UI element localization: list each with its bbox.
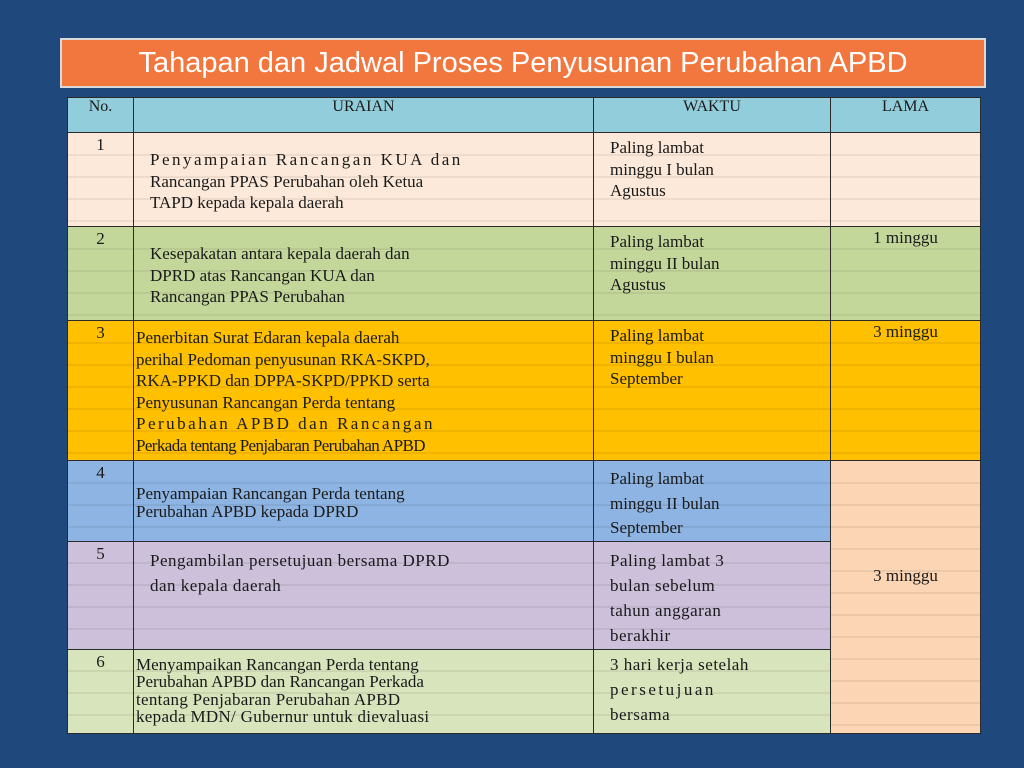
row-lama: 3 minggu bbox=[831, 321, 981, 461]
row-number: 1 bbox=[68, 133, 134, 227]
table-row bbox=[68, 321, 981, 461]
row-lama-merged: 3 minggu bbox=[831, 461, 981, 734]
slide-title: Tahapan dan Jadwal Proses Penyusunan Perubahan APBD bbox=[138, 46, 908, 79]
row-waktu: 3 hari kerja setelah persetujuan bersama bbox=[594, 649, 831, 733]
row-waktu: Paling lambat minggu I bulan Agustus bbox=[594, 133, 831, 227]
row-uraian: Pengambilan persetujuan bersama DPRD dan kepala daerah bbox=[134, 541, 594, 649]
row-uraian: Penyampaian Rancangan KUA dan Rancangan PPAS Perubahan oleh Ketua TAPD kepada kepala daerah bbox=[134, 133, 594, 227]
row-number: 4 bbox=[68, 461, 134, 542]
row-waktu: Paling lambat minggu II bulan Agustus bbox=[594, 227, 831, 321]
header-waktu: WAKTU bbox=[594, 98, 831, 133]
row-waktu: Paling lambat minggu I bulan September bbox=[594, 321, 831, 461]
header-uraian: URAIAN bbox=[134, 98, 594, 133]
table-header-row bbox=[68, 98, 981, 133]
row-waktu: Paling lambat 3 bulan sebelum tahun anggaran berakhir bbox=[594, 541, 831, 649]
schedule-table bbox=[67, 97, 981, 734]
row-number: 5 bbox=[68, 541, 134, 649]
table-row bbox=[68, 227, 981, 321]
row-uraian: Kesepakatan antara kepala daerah dan DPRD atas Rancangan KUA dan Rancangan PPAS Perubahan bbox=[134, 227, 594, 321]
row-uraian: Penerbitan Surat Edaran kepala daerah perihal Pedoman penyusunan RKA-SKPD, RKA-PPKD dan DPPA-SKPD/PPKD serta Penyusunan Rancangan Perda tentang Perubahan APBD dan Rancangan Perkada tentang Penjabaran Perubahan APBD bbox=[134, 321, 594, 461]
row-number: 2 bbox=[68, 227, 134, 321]
row-uraian: Penyampaian Rancangan Perda tentang Perubahan APBD kepada DPRD bbox=[134, 461, 594, 542]
row-lama: 1 minggu bbox=[831, 227, 981, 321]
row-waktu: Paling lambat minggu II bulan September bbox=[594, 461, 831, 542]
header-no: No. bbox=[68, 98, 134, 133]
row-lama bbox=[831, 133, 981, 227]
table-row bbox=[68, 461, 981, 542]
row-number: 3 bbox=[68, 321, 134, 461]
row-number: 6 bbox=[68, 649, 134, 733]
header-lama: LAMA bbox=[831, 98, 981, 133]
slide-title-box bbox=[60, 38, 986, 88]
row-uraian: Menyampaikan Rancangan Perda tentang Perubahan APBD dan Rancangan Perkada tentang Penjabaran Perubahan APBD kepada MDN/ Gubernur untuk dievaluasi bbox=[134, 649, 594, 733]
table-row bbox=[68, 133, 981, 227]
